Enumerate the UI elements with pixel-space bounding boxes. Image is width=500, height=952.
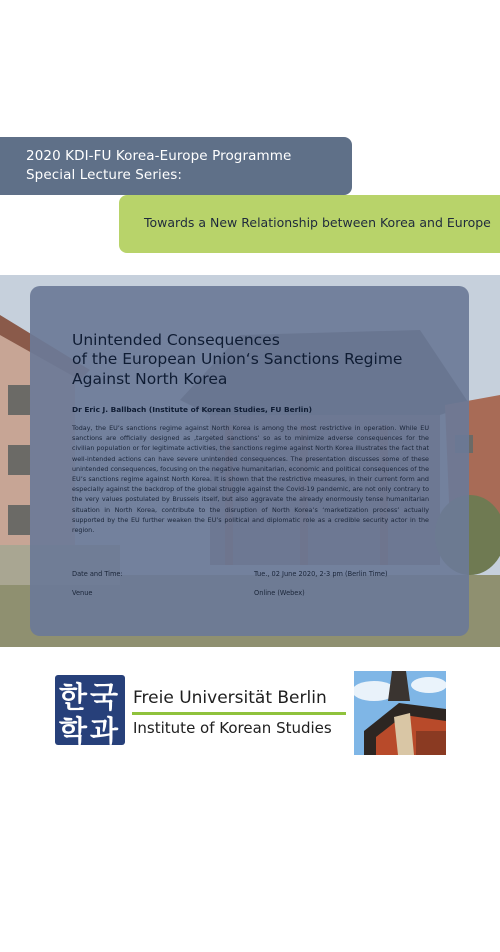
korean-studies-logo bbox=[55, 675, 125, 748]
lecture-title-line3: Against North Korea bbox=[72, 370, 228, 388]
date-label: Date and Time: bbox=[72, 570, 123, 578]
series-title-line1: 2020 KDI-FU Korea-Europe Programme bbox=[26, 148, 292, 164]
university-divider bbox=[132, 712, 346, 715]
logo-char-3: 학 bbox=[59, 714, 88, 748]
lecture-card bbox=[30, 286, 469, 636]
lecture-abstract: Today, the EU’s sanctions regime against North Korea is among the most restrictive in operation. While EU sanctions are officially designed as ‚targeted sanctions’ so as to minimize adverse consequences for the civilian population or for legitimate activities, the sanctions regime against North Korea illustrates the fact that well-intended actions can have severe unintended consequences. The presentation discusses some of these unintended consequences, focusing on the negative humanitarian, economic and political consequences of the EU’s sanctions regime against North Korea. It is shown that the restrictive measures, in their current form and especially against the backdrop of the global struggle against the Covid-19 pandemic, are not only contrary to the very values postulated by Brussels itself, but also aggravate the already enormously tense humanitarian situation in North Korea, contribute to the disruption of North Korea’s ‘marketization process’ actually supported by the EU further weaken the EU’s political and diplomatic role as a credible security actor in the region. bbox=[72, 424, 429, 535]
series-title-line2: Special Lecture Series: bbox=[26, 167, 183, 183]
series-banner bbox=[0, 137, 352, 195]
venue-value: Online (Webex) bbox=[254, 589, 305, 597]
series-subtitle: Towards a New Relationship between Korea and Europe bbox=[144, 215, 491, 230]
speaker-name: Dr Eric J. Ballbach (Institute of Korean Studies, FU Berlin) bbox=[72, 405, 312, 414]
logo-char-4: 과 bbox=[90, 714, 119, 748]
logo-char-2: 국 bbox=[90, 680, 119, 714]
logo-char-1: 한 bbox=[59, 680, 88, 714]
pavilion-roof-image bbox=[354, 671, 446, 755]
lecture-title-line2: of the European Union‘s Sanctions Regime bbox=[72, 350, 403, 368]
pavilion-photo bbox=[354, 671, 446, 755]
venue-label: Venue bbox=[72, 589, 93, 597]
institute-name: Institute of Korean Studies bbox=[133, 719, 332, 737]
date-value: Tue., 02 June 2020, 2-3 pm (Berlin Time) bbox=[254, 570, 388, 578]
series-subtitle-banner bbox=[119, 195, 500, 253]
university-name: Freie Universität Berlin bbox=[133, 688, 327, 708]
lecture-title-line1: Unintended Consequences bbox=[72, 331, 280, 349]
